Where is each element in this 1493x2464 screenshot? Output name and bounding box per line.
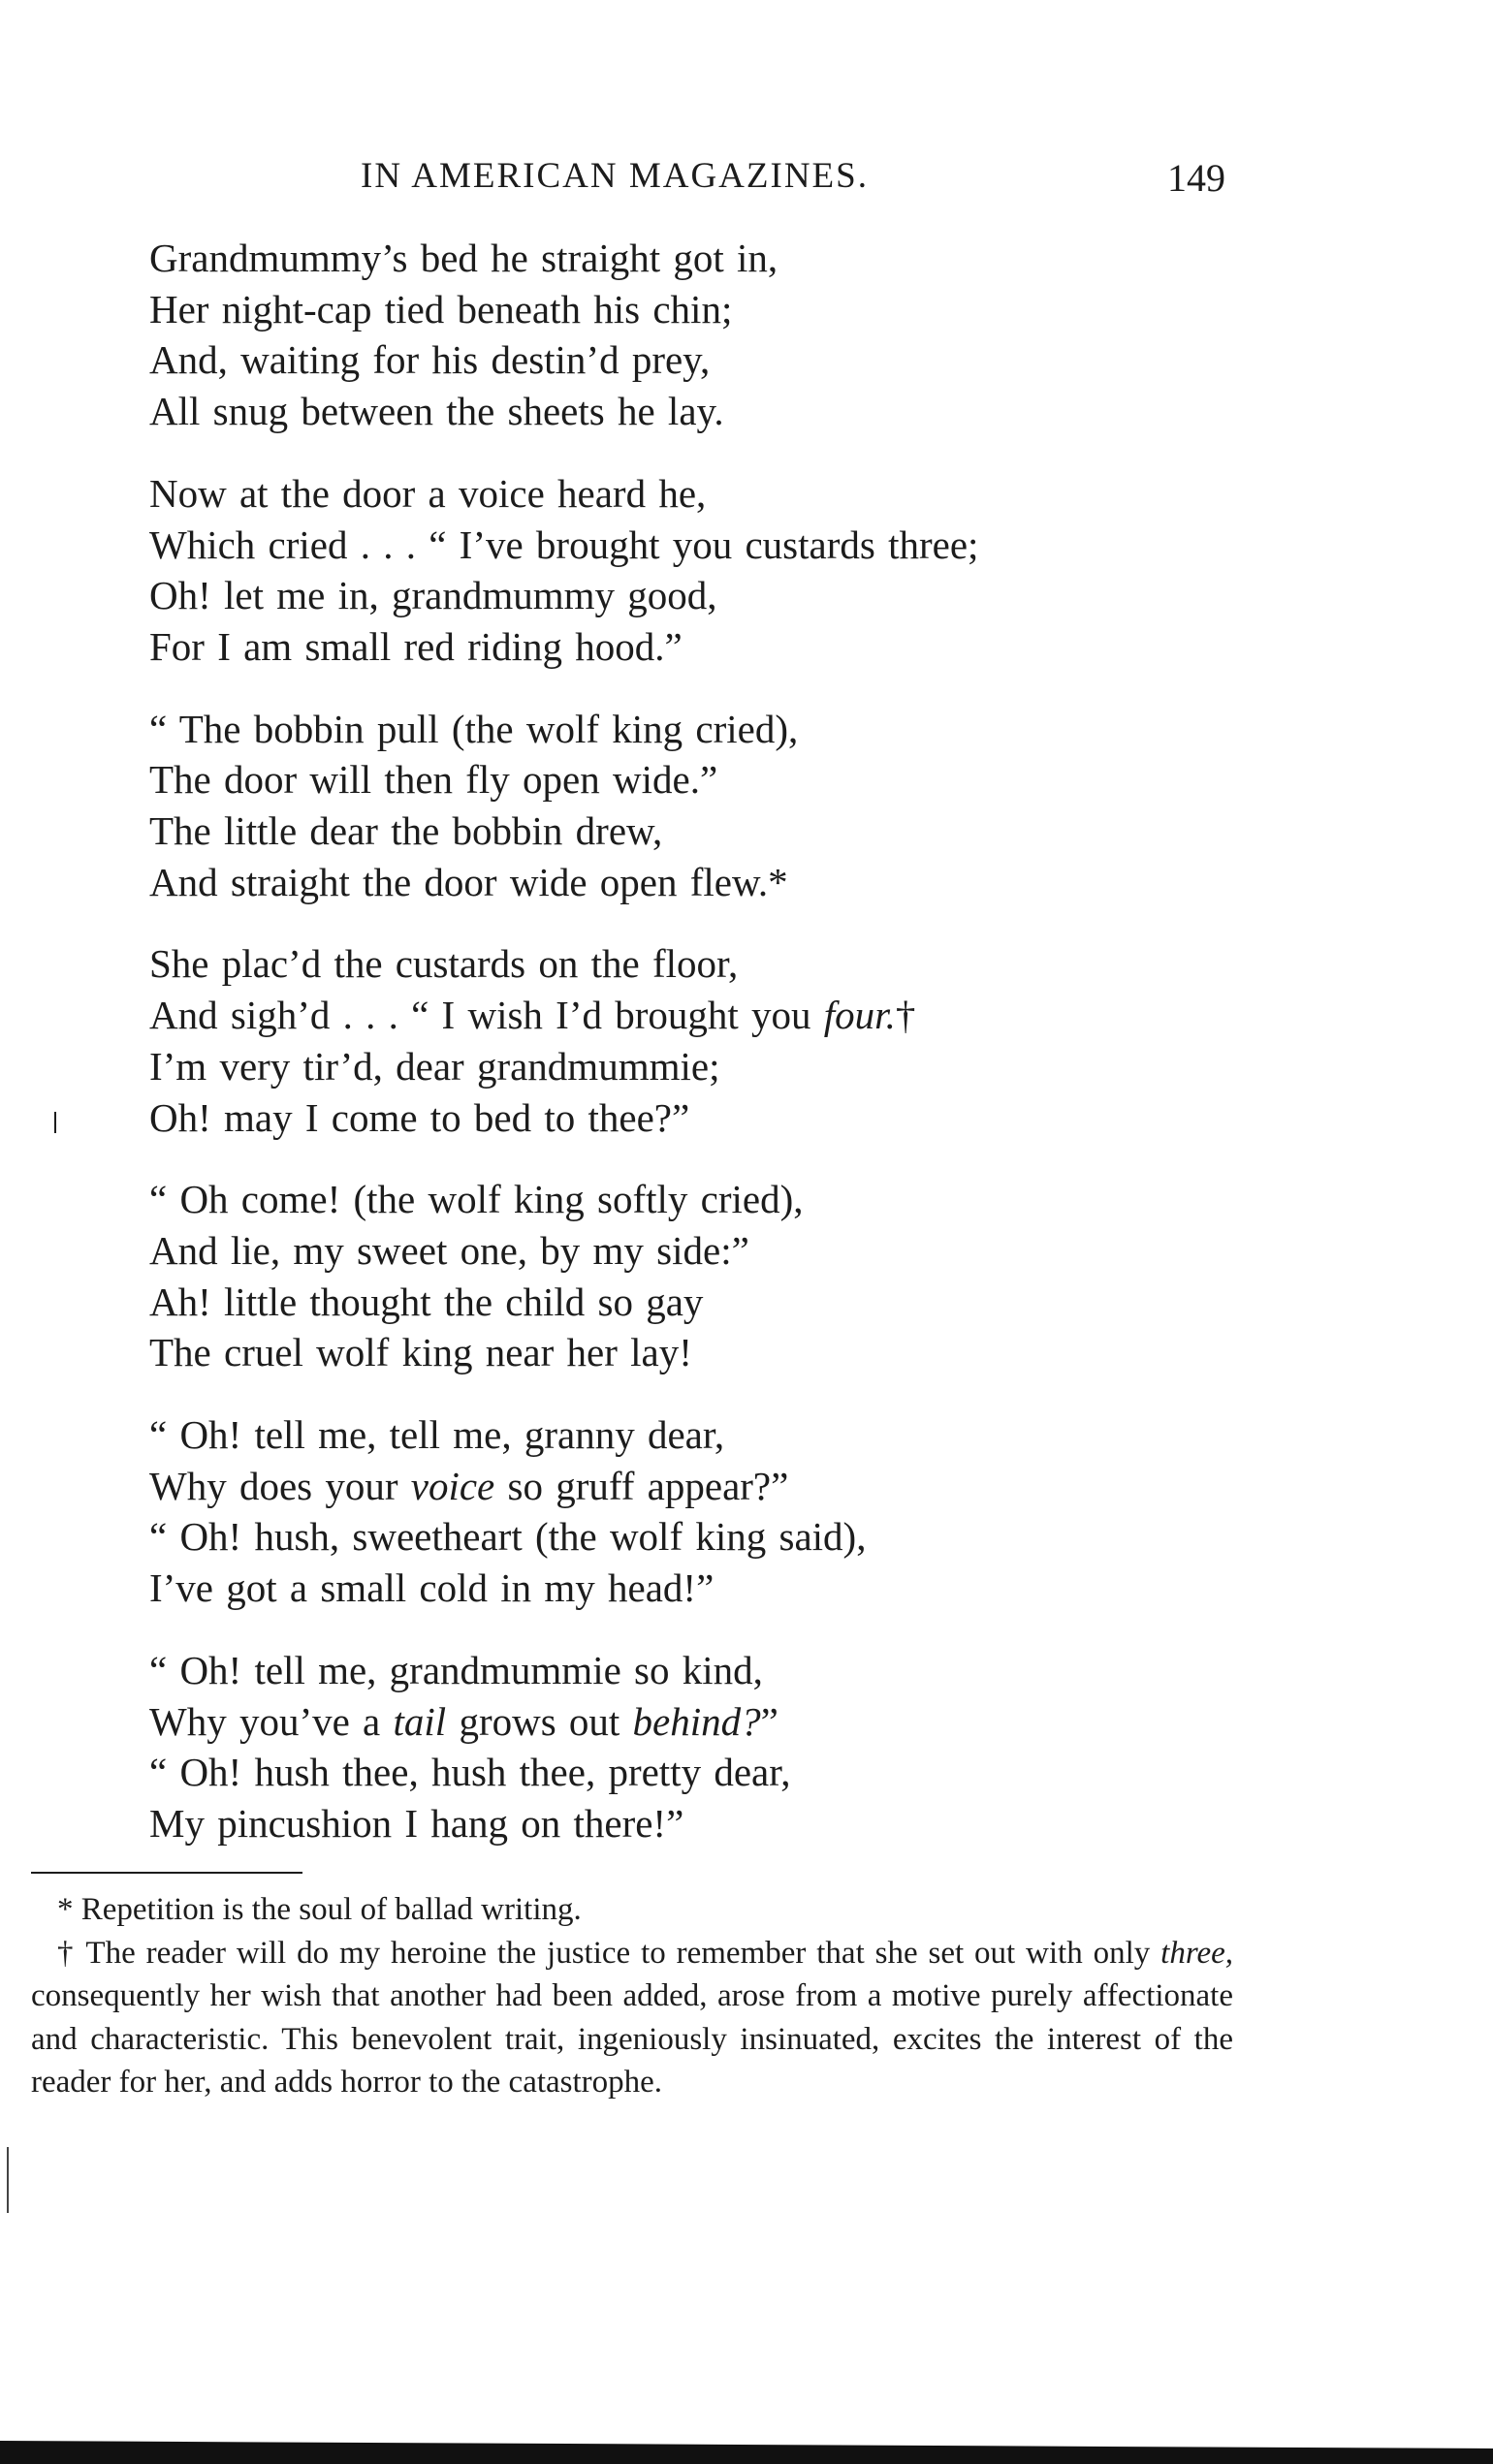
margin-line (7, 2147, 9, 2213)
line-text: Her night-cap tied beneath his chin; (149, 286, 733, 332)
line-text: She plac’d the custards on the floor, (149, 941, 739, 987)
page-header (0, 155, 1493, 204)
line-text: Grandmummy’s bed he straight got in, (149, 236, 778, 280)
line-text: I’m very tir’d, dear grandmummie; (149, 1043, 720, 1089)
stanza (149, 1645, 1293, 1849)
verse-line (149, 1461, 1293, 1512)
line-text: “ Oh! tell me, tell me, granny dear, (149, 1412, 725, 1458)
line-text: And sigh’d . . . “ I wish I’d brought you (149, 993, 824, 1038)
line-text: The little dear the bobbin drew, (149, 808, 663, 854)
footnotes (31, 1888, 1233, 2104)
line-text: “ Oh! tell me, grandmummie so kind, (149, 1647, 763, 1692)
italic-text: three, (1160, 1935, 1233, 1971)
poem (149, 233, 1293, 1880)
line-text: Now at the door a voice heard he, (149, 470, 707, 516)
verse-line (149, 233, 1293, 284)
running-head: IN AMERICAN MAGAZINES. (361, 156, 869, 196)
verse-line (149, 520, 1293, 571)
footnote (31, 1932, 1233, 2104)
verse-line (149, 857, 1293, 908)
line-text: Which cried . . . “ I’ve brought you custards three; (149, 521, 979, 567)
verse-line (149, 1174, 1293, 1225)
line-text: Why you’ve a (149, 1698, 394, 1744)
italic-text: behind? (632, 1698, 761, 1744)
italic-text: four. (823, 993, 896, 1038)
line-text: For I am small red riding hood.” (149, 623, 683, 669)
verse-line (149, 284, 1293, 335)
verse-line (149, 621, 1293, 673)
page-bottom-edge (0, 2429, 1493, 2464)
verse-line (149, 1225, 1293, 1277)
margin-mark (54, 1112, 56, 1133)
footnote (31, 1888, 1233, 1932)
line-text: Oh! let me in, grandmummy good, (149, 573, 717, 618)
line-text: “ Oh! hush, sweetheart (the wolf king said), (149, 1514, 867, 1560)
line-text: Why does your (149, 1463, 411, 1508)
verse-line (149, 806, 1293, 857)
line-text: The cruel wolf king near her lay! (149, 1330, 692, 1375)
line-text: And lie, my sweet one, by my side:” (149, 1227, 749, 1273)
line-text: ” (760, 1698, 778, 1744)
stanza (149, 704, 1293, 908)
verse-line (149, 468, 1293, 520)
line-text: “ The bobbin pull (the wolf king cried), (149, 706, 799, 751)
line-text: Ah! little thought the child so gay (149, 1279, 704, 1324)
stanza (149, 1409, 1293, 1614)
verse-line (149, 704, 1293, 755)
line-text: grows out (446, 1698, 633, 1744)
line-text: The door will then fly open wide.” (149, 757, 718, 803)
page-number: 149 (1167, 156, 1225, 200)
line-text: Oh! may I come to bed to thee?” (149, 1094, 690, 1140)
stanza (149, 468, 1293, 673)
verse-line (149, 1327, 1293, 1378)
verse-line (149, 334, 1293, 386)
line-text: And straight the door wide open flew.* (149, 859, 788, 904)
verse-line (149, 1747, 1293, 1798)
verse-line (149, 1041, 1293, 1092)
verse-line (149, 1277, 1293, 1328)
stanza (149, 233, 1293, 437)
footnote-rule (31, 1872, 302, 1874)
verse-line (149, 1798, 1293, 1849)
verse-line (149, 1511, 1293, 1563)
footnote-text: † The reader will do my heroine the justice to remember that she set out with only (57, 1935, 1161, 1971)
line-text: All snug between the sheets he lay. (149, 389, 724, 434)
verse-line (149, 1645, 1293, 1696)
verse-line (149, 1563, 1293, 1614)
line-text: I’ve got a small cold in my head!” (149, 1565, 715, 1611)
stanza (149, 938, 1293, 1143)
footnote-text: consequently her wish that another had been added, arose from a motive purely affectionate and characteristic. This benevolent trait, ingeniously insinuated, excites the interest of the reader for her, and adds horror to the catastrophe. (31, 1978, 1233, 2101)
verse-line (149, 1696, 1293, 1748)
verse-line (149, 938, 1293, 990)
line-text: “ Oh! hush thee, hush thee, pretty dear, (149, 1750, 791, 1795)
verse-line (149, 570, 1293, 621)
line-text: † (895, 993, 916, 1038)
italic-text: tail (393, 1698, 447, 1744)
line-text: And, waiting for his destin’d prey, (149, 337, 711, 383)
stanza (149, 1174, 1293, 1378)
verse-line (149, 1092, 1293, 1144)
verse-line (149, 990, 1293, 1041)
line-text: “ Oh come! (the wolf king softly cried), (149, 1177, 804, 1222)
footnote-text: * Repetition is the soul of ballad writing. (57, 1892, 582, 1927)
line-text: My pincushion I hang on there!” (149, 1800, 684, 1846)
verse-line (149, 1409, 1293, 1461)
verse-line (149, 386, 1293, 437)
line-text: so gruff appear?” (494, 1463, 789, 1508)
verse-line (149, 754, 1293, 806)
italic-text: voice (410, 1463, 495, 1508)
